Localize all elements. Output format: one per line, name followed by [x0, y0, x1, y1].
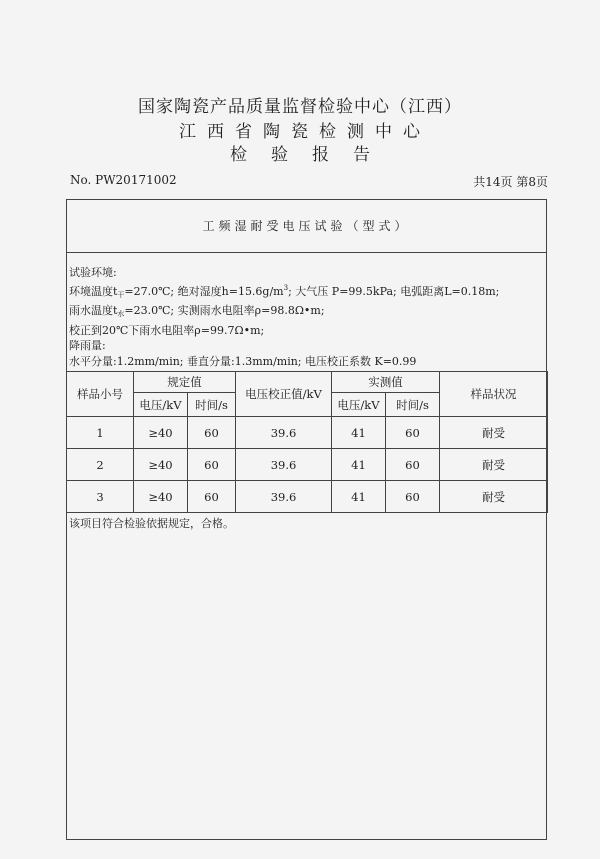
- cell-meas-time: 60: [386, 449, 440, 481]
- cell-sample-no: 3: [67, 481, 134, 513]
- report-header-center-name: 国家陶瓷产品质量监督检验中心（江西）: [138, 97, 462, 117]
- cell-status: 耐受: [440, 449, 548, 481]
- page-info: 共14页 第8页: [473, 175, 548, 189]
- table-row: [67, 449, 548, 481]
- cell-spec-voltage: ≥40: [134, 481, 188, 513]
- results-table: [66, 371, 548, 513]
- subheader-meas-time: 时间/s: [386, 393, 440, 417]
- cell-meas-voltage: 41: [332, 481, 386, 513]
- table-row: [67, 417, 548, 449]
- env-line-corrected-resistivity: 校正到20℃下雨水电阻率ρ=99.7Ω•m;: [69, 323, 265, 337]
- env-line-ambient: 环境温度$t_干=27.0℃$; 绝对湿度$h=15.6g/m^3$; 大气压 P=99.5kPa; 电弧距离L=0.18m;: [69, 283, 500, 299]
- table-header-row: [67, 372, 548, 393]
- cell-meas-voltage: 41: [332, 417, 386, 449]
- cell-meas-voltage: 41: [332, 449, 386, 481]
- cell-status: 耐受: [440, 481, 548, 513]
- cell-corrected-voltage: 39.6: [236, 481, 332, 513]
- env-line-components: 水平分量:1.2mm/min; 垂直分量:1.3mm/min; 电压校正系数 K=0.99: [69, 354, 417, 368]
- report-header-testing-center: 江西省陶瓷检测中心: [179, 122, 431, 142]
- cell-sample-no: 2: [67, 449, 134, 481]
- env-line-rainfall: 降雨量:: [69, 339, 106, 352]
- cell-spec-voltage: ≥40: [134, 417, 188, 449]
- cell-spec-time: 60: [188, 417, 236, 449]
- env-heading: 试验环境:: [69, 266, 117, 279]
- cell-meas-time: 60: [386, 417, 440, 449]
- cell-spec-time: 60: [188, 481, 236, 513]
- cell-spec-time: 60: [188, 449, 236, 481]
- conclusion-text: 该项目符合检验依据规定，合格。: [69, 517, 234, 530]
- subheader-spec-time: 时间/s: [188, 393, 236, 417]
- document-number: No. PW20171002: [70, 173, 177, 187]
- env-line-rain-temp: 雨水温度$t_水=23.0℃$; 实测雨水电阻率ρ=98.8Ω•m;: [69, 304, 325, 318]
- test-environment: [69, 265, 499, 369]
- cell-meas-time: 60: [386, 481, 440, 513]
- cell-corrected-voltage: 39.6: [236, 417, 332, 449]
- cell-sample-no: 1: [67, 417, 134, 449]
- cell-spec-voltage: ≥40: [134, 449, 188, 481]
- cell-corrected-voltage: 39.6: [236, 449, 332, 481]
- header-sample-status: 样品状况: [440, 372, 548, 417]
- report-header-title: 检验报告: [230, 145, 394, 165]
- report-frame: [66, 199, 547, 840]
- table-row: [67, 481, 548, 513]
- subheader-meas-voltage: 电压/kV: [332, 393, 386, 417]
- cell-status: 耐受: [440, 417, 548, 449]
- subheader-spec-voltage: 电压/kV: [134, 393, 188, 417]
- header-corrected-voltage: 电压校正值/kV: [236, 372, 332, 417]
- header-sample-no: 样品小号: [67, 372, 134, 417]
- section-title: 工频湿耐受电压试验（型式）: [67, 200, 546, 253]
- header-measured: 实测值: [332, 372, 440, 393]
- header-specified: 规定值: [134, 372, 236, 393]
